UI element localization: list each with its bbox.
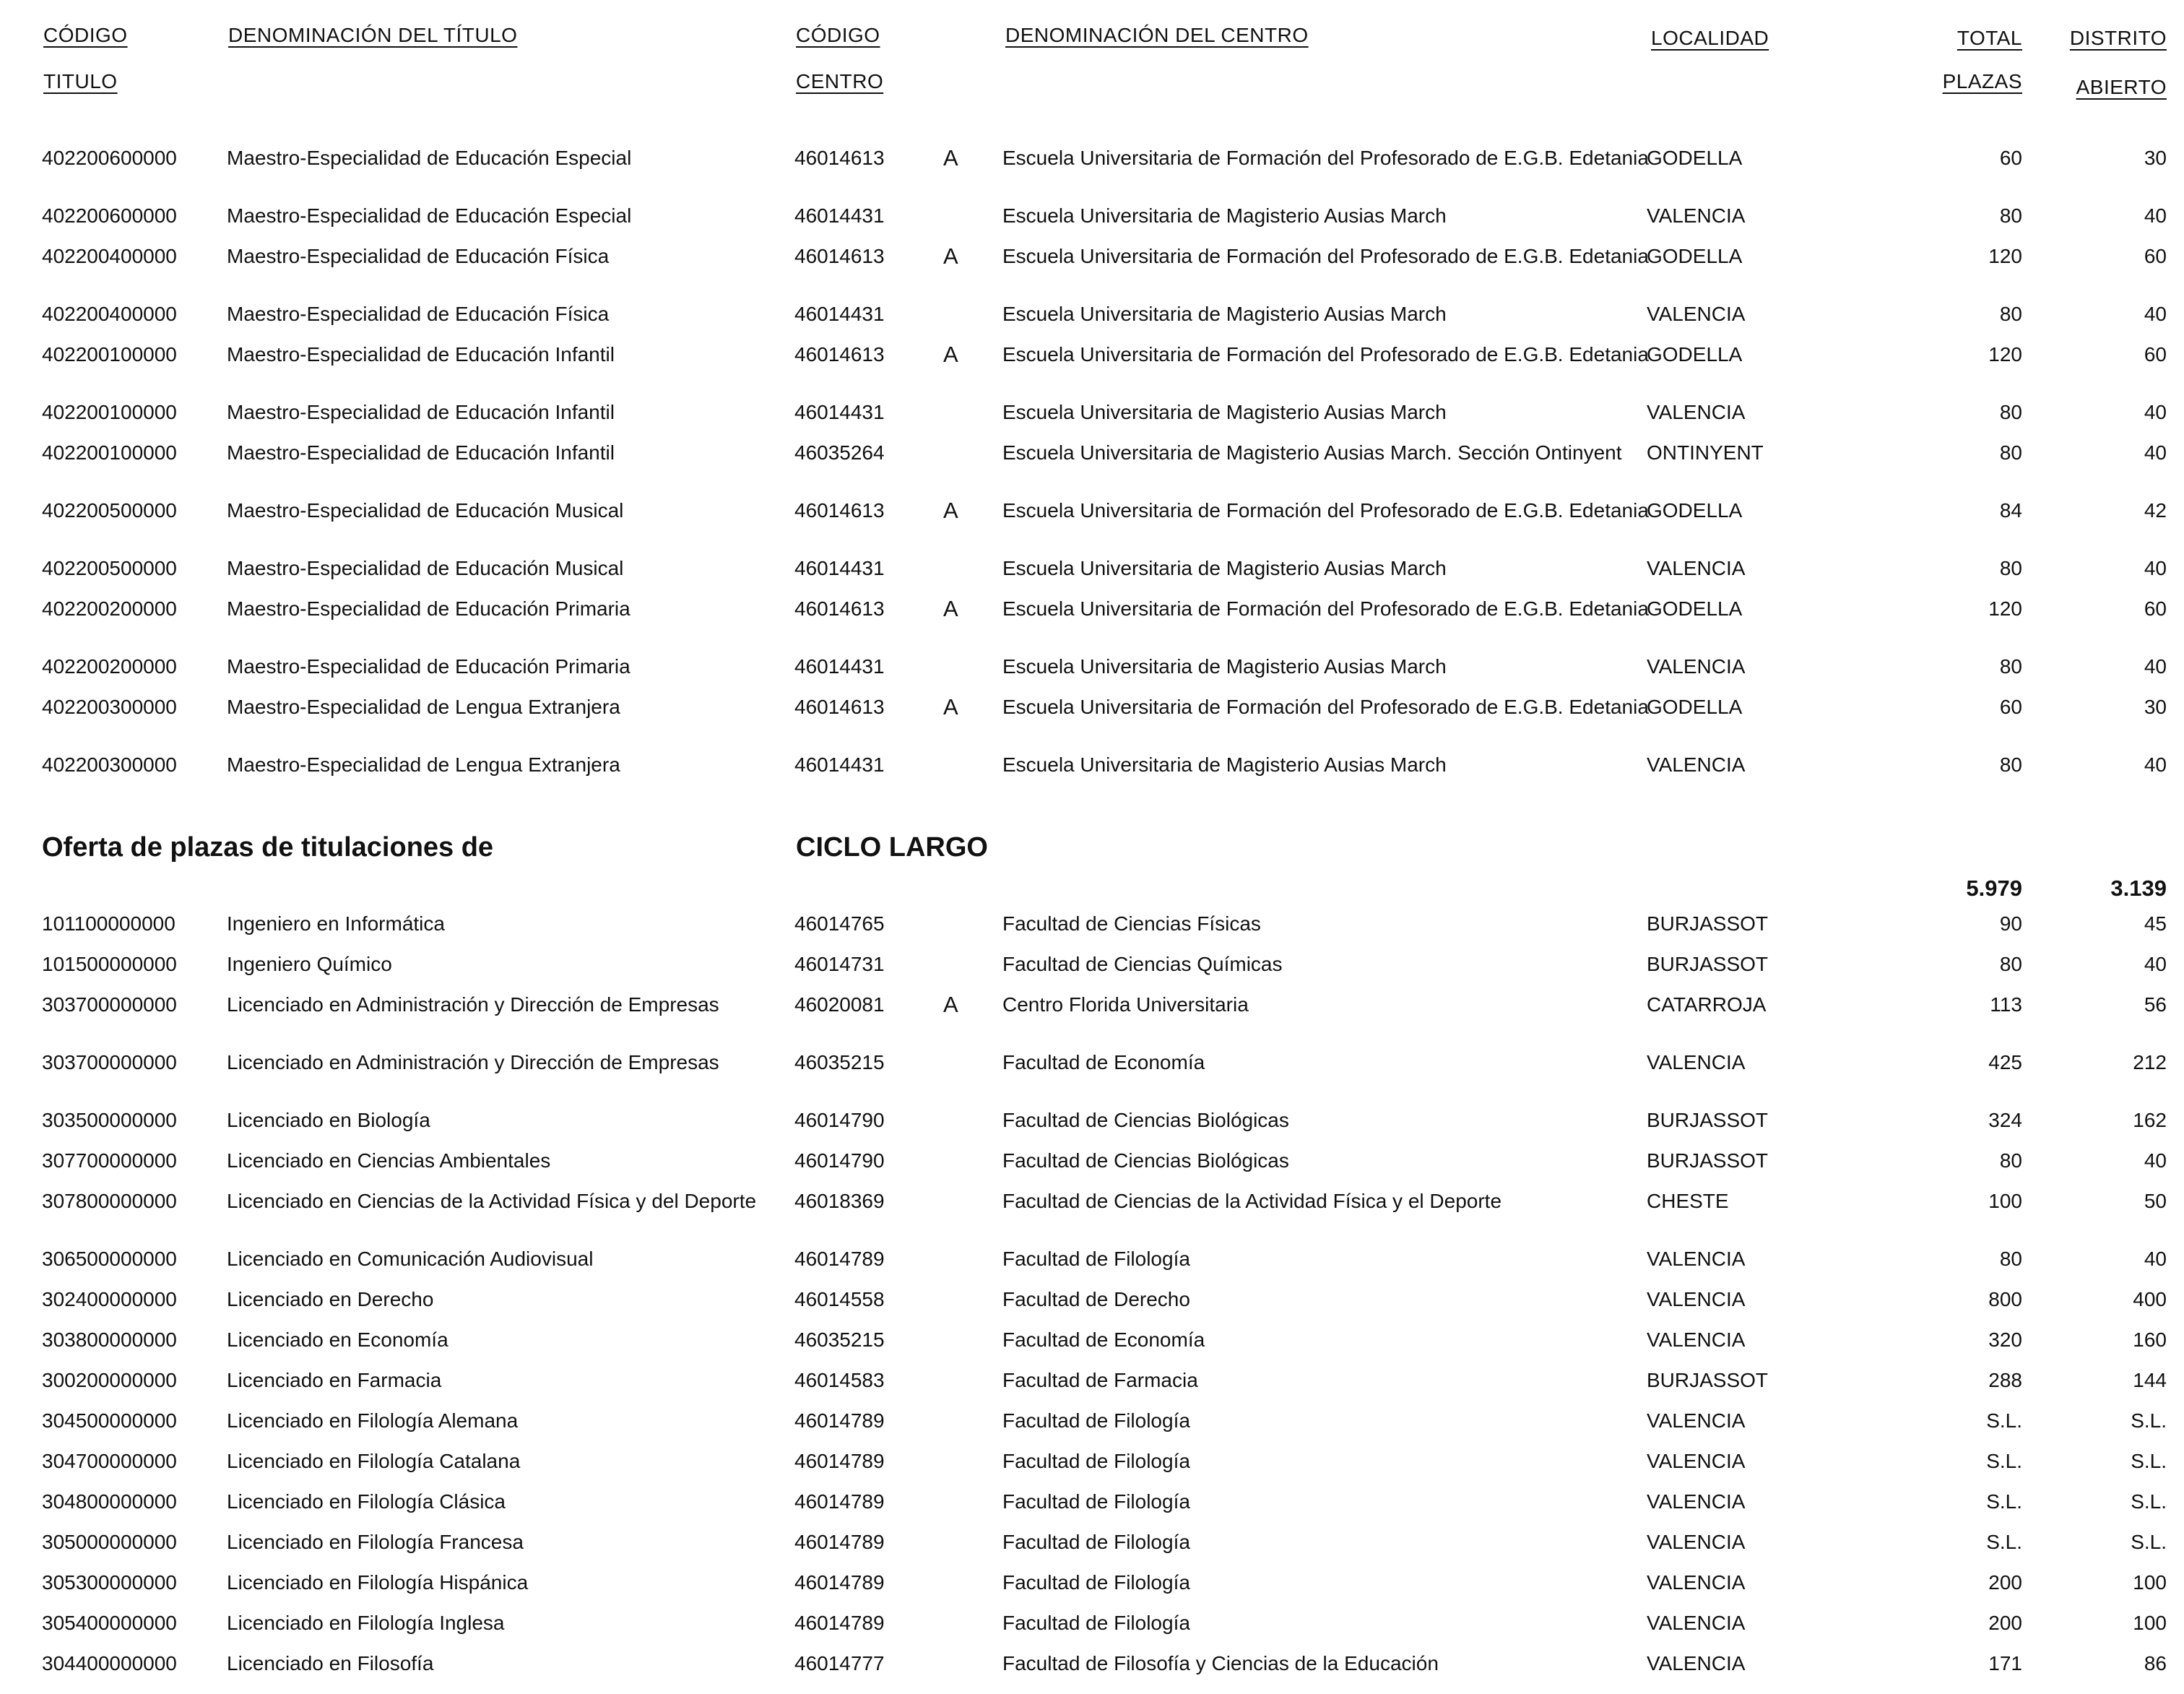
distrito-abierto-cell: 100 — [2133, 1571, 2167, 1594]
titulo-cell: Maestro-Especialidad de Lengua Extranjera — [227, 753, 620, 776]
titulo-cell: Maestro-Especialidad de Educación Primaria — [227, 655, 630, 678]
titulo-cell: Licenciado en Economía — [227, 1328, 448, 1351]
localidad-cell: GODELLA — [1647, 696, 1743, 718]
codigo-titulo-cell: 304700000000 — [42, 1450, 177, 1472]
localidad-cell: VALENCIA — [1647, 1051, 1746, 1073]
distrito-abierto-cell: S.L. — [2131, 1450, 2167, 1472]
distrito-abierto-cell: S.L. — [2131, 1490, 2167, 1513]
centro-cell: Escuela Universitaria de Magisterio Ausias March. Sección Ontinyent — [1002, 441, 1622, 464]
total-plazas-cell: 120 — [1988, 597, 2022, 620]
titulo-cell: Licenciado en Filología Catalana — [227, 1450, 521, 1472]
centro-cell: Facultad de Filología — [1002, 1612, 1190, 1634]
codigo-titulo-cell: 303700000000 — [42, 1051, 177, 1073]
section-title-left: Oferta de plazas de titulaciones de — [42, 832, 494, 863]
codigo-centro-cell: 46014777 — [794, 1652, 885, 1674]
codigo-centro-cell: 46014790 — [794, 1149, 885, 1172]
total-plazas-cell: 80 — [1999, 655, 2022, 678]
centro-cell: Facultad de Ciencias Químicas — [1002, 953, 1283, 975]
header-denominacion-titulo: DENOMINACIÓN DEL TÍTULO — [228, 24, 518, 46]
localidad-cell: BURJASSOT — [1647, 1109, 1769, 1131]
codigo-centro-cell: 46018369 — [794, 1190, 885, 1212]
localidad-cell: VALENCIA — [1647, 1571, 1746, 1594]
distrito-abierto-cell: 212 — [2133, 1051, 2167, 1073]
localidad-cell: VALENCIA — [1647, 303, 1746, 325]
localidad-cell: GODELLA — [1647, 597, 1743, 620]
centro-cell: Escuela Universitaria de Magisterio Ausias March — [1002, 557, 1447, 579]
total-plazas-cell: 100 — [1988, 1190, 2022, 1212]
titulo-cell: Licenciado en Filosofía — [227, 1652, 434, 1674]
titulo-cell: Maestro-Especialidad de Educación Infantil — [227, 401, 615, 423]
header-total: TOTAL — [1956, 27, 2022, 49]
centro-cell: Facultad de Ciencias Físicas — [1002, 912, 1261, 935]
total-plazas-cell: 80 — [1999, 303, 2022, 325]
titulo-cell: Licenciado en Derecho — [227, 1288, 434, 1310]
codigo-titulo-cell: 402200200000 — [42, 655, 177, 678]
codigo-centro-cell: 46014431 — [794, 753, 885, 776]
titulo-cell: Licenciado en Filología Inglesa — [227, 1612, 505, 1634]
localidad-cell: VALENCIA — [1647, 655, 1746, 678]
header-denominacion-centro: DENOMINACIÓN DEL CENTRO — [1005, 24, 1309, 46]
codigo-centro-cell: 46014789 — [794, 1409, 885, 1432]
header-plazas: PLAZAS — [1942, 70, 2022, 92]
distrito-abierto-cell: 40 — [2144, 441, 2167, 464]
flag-cell: A — [943, 694, 958, 719]
total-plazas-cell: 288 — [1988, 1369, 2022, 1391]
codigo-centro-cell: 46014765 — [794, 912, 885, 935]
codigo-titulo-cell: 402200300000 — [42, 753, 177, 776]
titulo-cell: Licenciado en Filología Alemana — [227, 1409, 519, 1432]
codigo-titulo-cell: 402200100000 — [42, 441, 177, 464]
codigo-centro-cell: 46014613 — [794, 147, 885, 169]
header-titulo-sub: TITULO — [43, 70, 118, 92]
codigo-centro-cell: 46014789 — [794, 1531, 885, 1553]
centro-cell: Escuela Universitaria de Magisterio Ausias March — [1002, 753, 1447, 776]
codigo-centro-cell: 46014613 — [794, 499, 885, 522]
localidad-cell: VALENCIA — [1647, 1490, 1746, 1513]
flag-cell: A — [943, 498, 958, 523]
localidad-cell: VALENCIA — [1647, 1248, 1746, 1270]
section-title-right: CICLO LARGO — [796, 832, 988, 863]
distrito-abierto-cell: 40 — [2144, 1149, 2167, 1172]
localidad-cell: VALENCIA — [1647, 204, 1746, 227]
codigo-titulo-cell: 402200400000 — [42, 303, 177, 325]
titulo-cell: Maestro-Especialidad de Educación Primaria — [227, 597, 630, 620]
total-plazas-cell: 120 — [1988, 245, 2022, 267]
distrito-abierto-cell: 60 — [2144, 245, 2167, 267]
localidad-cell: VALENCIA — [1647, 557, 1746, 579]
centro-cell: Facultad de Economía — [1002, 1328, 1205, 1351]
codigo-titulo-cell: 302400000000 — [42, 1288, 177, 1310]
distrito-abierto-cell: 400 — [2133, 1288, 2167, 1310]
distrito-abierto-cell: S.L. — [2131, 1531, 2167, 1553]
distrito-abierto-cell: 100 — [2133, 1612, 2167, 1634]
codigo-titulo-cell: 402200500000 — [42, 557, 177, 579]
centro-cell: Facultad de Filología — [1002, 1409, 1190, 1432]
localidad-cell: VALENCIA — [1647, 1652, 1746, 1674]
titulo-cell: Maestro-Especialidad de Educación Física — [227, 303, 610, 325]
total-plazas-cell: 80 — [1999, 953, 2022, 975]
codigo-centro-cell: 46014431 — [794, 303, 885, 325]
codigo-centro-cell: 46014613 — [794, 343, 885, 366]
total-plazas-cell: 425 — [1988, 1051, 2022, 1073]
localidad-cell: GODELLA — [1647, 147, 1743, 169]
total-plazas-cell: 324 — [1988, 1109, 2022, 1131]
distrito-abierto-cell: 42 — [2144, 499, 2167, 522]
codigo-centro-cell: 46014789 — [794, 1450, 885, 1472]
localidad-cell: VALENCIA — [1647, 1612, 1746, 1634]
total-plazas-cell: 80 — [1999, 557, 2022, 579]
distrito-abierto-cell: 40 — [2144, 303, 2167, 325]
codigo-centro-cell: 46014613 — [794, 696, 885, 718]
distrito-abierto-cell: 30 — [2144, 147, 2167, 169]
localidad-cell: VALENCIA — [1647, 1409, 1746, 1432]
header-codigo-titulo: CÓDIGO — [43, 24, 128, 46]
header-centro-sub: CENTRO — [796, 70, 884, 92]
titulo-cell: Licenciado en Biología — [227, 1109, 430, 1131]
centro-cell: Escuela Universitaria de Formación del Profesorado de E.G.B. Edetania — [1002, 343, 1649, 366]
flag-cell: A — [943, 145, 958, 170]
codigo-centro-cell: 46014613 — [794, 597, 885, 620]
centro-cell: Escuela Universitaria de Formación del Profesorado de E.G.B. Edetania — [1002, 245, 1649, 267]
codigo-titulo-cell: 307700000000 — [42, 1149, 177, 1172]
codigo-centro-cell: 46014789 — [794, 1571, 885, 1594]
localidad-cell: BURJASSOT — [1647, 912, 1769, 935]
codigo-titulo-cell: 303700000000 — [42, 993, 177, 1016]
total-plazas-cell: 80 — [1999, 441, 2022, 464]
total-plazas-cell: S.L. — [1986, 1490, 2022, 1513]
distrito-abierto-cell: 60 — [2144, 597, 2167, 620]
localidad-cell: VALENCIA — [1647, 1450, 1746, 1472]
distrito-abierto-cell: 40 — [2144, 557, 2167, 579]
total-plazas-cell: S.L. — [1986, 1409, 2022, 1432]
distrito-abierto-cell: 50 — [2144, 1190, 2167, 1212]
total-plazas-cell: 80 — [1999, 1248, 2022, 1270]
codigo-titulo-cell: 402200600000 — [42, 204, 177, 227]
codigo-titulo-cell: 307800000000 — [42, 1190, 177, 1212]
total-plazas-cell: S.L. — [1986, 1450, 2022, 1472]
localidad-cell: VALENCIA — [1647, 401, 1746, 423]
centro-cell: Facultad de Filología — [1002, 1450, 1190, 1472]
distrito-abierto-cell: 40 — [2144, 1248, 2167, 1270]
centro-cell: Facultad de Filología — [1002, 1490, 1190, 1513]
localidad-cell: VALENCIA — [1647, 1288, 1746, 1310]
localidad-cell: BURJASSOT — [1647, 1369, 1769, 1391]
distrito-abierto-cell: 40 — [2144, 753, 2167, 776]
codigo-titulo-cell: 402200500000 — [42, 499, 177, 522]
total-plazas-cell: S.L. — [1986, 1531, 2022, 1553]
titulo-cell: Maestro-Especialidad de Educación Especial — [227, 147, 632, 169]
codigo-centro-cell: 46035215 — [794, 1051, 885, 1073]
header-codigo-centro: CÓDIGO — [796, 24, 880, 46]
distrito-abierto-cell: 86 — [2144, 1652, 2167, 1674]
localidad-cell: CHESTE — [1647, 1190, 1729, 1212]
codigo-titulo-cell: 304400000000 — [42, 1652, 177, 1674]
centro-cell: Facultad de Ciencias de la Actividad Física y el Deporte — [1002, 1190, 1502, 1212]
section-total-distrito: 3.139 — [2110, 876, 2167, 901]
codigo-centro-cell: 46035215 — [794, 1328, 885, 1351]
codigo-centro-cell: 46014431 — [794, 557, 885, 579]
titulo-cell: Ingeniero en Informática — [227, 912, 445, 935]
flag-cell: A — [943, 596, 958, 621]
centro-cell: Escuela Universitaria de Magisterio Ausias March — [1002, 303, 1447, 325]
distrito-abierto-cell: 40 — [2144, 401, 2167, 423]
distrito-abierto-cell: 144 — [2133, 1369, 2167, 1391]
localidad-cell: ONTINYENT — [1647, 441, 1764, 464]
codigo-titulo-cell: 304500000000 — [42, 1409, 177, 1432]
titulo-cell: Licenciado en Filología Clásica — [227, 1490, 506, 1513]
flag-cell: A — [943, 992, 958, 1017]
codigo-centro-cell: 46014431 — [794, 401, 885, 423]
codigo-titulo-cell: 402200100000 — [42, 401, 177, 423]
flag-cell: A — [943, 243, 958, 269]
total-plazas-cell: 320 — [1988, 1328, 2022, 1351]
total-plazas-cell: 60 — [1999, 696, 2022, 718]
titulo-cell: Licenciado en Administración y Dirección de Empresas — [227, 1051, 719, 1073]
total-plazas-cell: 120 — [1988, 343, 2022, 366]
centro-cell: Facultad de Filología — [1002, 1248, 1190, 1270]
titulo-cell: Maestro-Especialidad de Educación Infantil — [227, 441, 615, 464]
codigo-centro-cell: 46014789 — [794, 1490, 885, 1513]
codigo-titulo-cell: 306500000000 — [42, 1248, 177, 1270]
codigo-titulo-cell: 305300000000 — [42, 1571, 177, 1594]
titulo-cell: Maestro-Especialidad de Educación Infantil — [227, 343, 615, 366]
distrito-abierto-cell: 160 — [2133, 1328, 2167, 1351]
titulo-cell: Licenciado en Ciencias de la Actividad Física y del Deporte — [227, 1190, 757, 1212]
localidad-cell: VALENCIA — [1647, 1531, 1746, 1553]
localidad-cell: GODELLA — [1647, 245, 1743, 267]
codigo-titulo-cell: 402200600000 — [42, 147, 177, 169]
total-plazas-cell: 80 — [1999, 1149, 2022, 1172]
total-plazas-cell: 171 — [1988, 1652, 2022, 1674]
centro-cell: Facultad de Farmacia — [1002, 1369, 1198, 1391]
localidad-cell: VALENCIA — [1647, 753, 1746, 776]
total-plazas-cell: 60 — [1999, 147, 2022, 169]
distrito-abierto-cell: 30 — [2144, 696, 2167, 718]
codigo-centro-cell: 46014613 — [794, 245, 885, 267]
titulo-cell: Licenciado en Filología Francesa — [227, 1531, 524, 1553]
distrito-abierto-cell: 40 — [2144, 655, 2167, 678]
centro-cell: Facultad de Derecho — [1002, 1288, 1190, 1310]
titulo-cell: Maestro-Especialidad de Educación Musical — [227, 499, 624, 522]
localidad-cell: GODELLA — [1647, 343, 1743, 366]
localidad-cell: BURJASSOT — [1647, 953, 1769, 975]
distrito-abierto-cell: 45 — [2144, 912, 2167, 935]
titulo-cell: Ingeniero Químico — [227, 953, 392, 975]
titulo-cell: Licenciado en Ciencias Ambientales — [227, 1149, 551, 1172]
codigo-centro-cell: 46014731 — [794, 953, 885, 975]
localidad-cell: BURJASSOT — [1647, 1149, 1769, 1172]
header-distrito: DISTRITO — [2069, 27, 2167, 49]
codigo-centro-cell: 46014789 — [794, 1248, 885, 1270]
localidad-cell: GODELLA — [1647, 499, 1743, 522]
centro-cell: Facultad de Filología — [1002, 1531, 1190, 1553]
titulo-cell: Maestro-Especialidad de Lengua Extranjera — [227, 696, 620, 718]
centro-cell: Centro Florida Universitaria — [1002, 993, 1249, 1016]
centro-cell: Facultad de Economía — [1002, 1051, 1205, 1073]
titulo-cell: Maestro-Especialidad de Educación Especial — [227, 204, 632, 227]
total-plazas-cell: 80 — [1999, 204, 2022, 227]
titulo-cell: Licenciado en Administración y Dirección de Empresas — [227, 993, 719, 1016]
distrito-abierto-cell: S.L. — [2131, 1409, 2167, 1432]
codigo-titulo-cell: 300200000000 — [42, 1369, 177, 1391]
centro-cell: Facultad de Ciencias Biológicas — [1002, 1149, 1289, 1172]
distrito-abierto-cell: 40 — [2144, 204, 2167, 227]
section-total-plazas: 5.979 — [1966, 876, 2022, 901]
total-plazas-cell: 84 — [1999, 499, 2022, 522]
centro-cell: Escuela Universitaria de Magisterio Ausias March — [1002, 655, 1447, 678]
total-plazas-cell: 200 — [1988, 1571, 2022, 1594]
codigo-centro-cell: 46020081 — [794, 993, 885, 1016]
codigo-centro-cell: 46014431 — [794, 655, 885, 678]
titulo-cell: Maestro-Especialidad de Educación Musical — [227, 557, 624, 579]
centro-cell: Facultad de Ciencias Biológicas — [1002, 1109, 1289, 1131]
flag-cell: A — [943, 342, 958, 367]
total-plazas-cell: 200 — [1988, 1612, 2022, 1634]
header-localidad: LOCALIDAD — [1651, 27, 1769, 49]
titulo-cell: Licenciado en Comunicación Audiovisual — [227, 1248, 594, 1270]
codigo-centro-cell: 46014558 — [794, 1288, 885, 1310]
codigo-centro-cell: 46014789 — [794, 1612, 885, 1634]
centro-cell: Escuela Universitaria de Formación del Profesorado de E.G.B. Edetania — [1002, 597, 1649, 620]
codigo-titulo-cell: 402200400000 — [42, 245, 177, 267]
titulo-cell: Licenciado en Farmacia — [227, 1369, 442, 1391]
codigo-titulo-cell: 304800000000 — [42, 1490, 177, 1513]
distrito-abierto-cell: 60 — [2144, 343, 2167, 366]
centro-cell: Facultad de Filología — [1002, 1571, 1190, 1594]
total-plazas-cell: 800 — [1988, 1288, 2022, 1310]
titulo-cell: Maestro-Especialidad de Educación Física — [227, 245, 610, 267]
total-plazas-cell: 90 — [1999, 912, 2022, 935]
codigo-titulo-cell: 402200300000 — [42, 696, 177, 718]
codigo-centro-cell: 46014790 — [794, 1109, 885, 1131]
codigo-centro-cell: 46014431 — [794, 204, 885, 227]
codigo-titulo-cell: 305400000000 — [42, 1612, 177, 1634]
codigo-titulo-cell: 101100000000 — [42, 912, 176, 935]
total-plazas-cell: 113 — [1990, 993, 2022, 1016]
header-abierto: ABIERTO — [2076, 76, 2167, 98]
centro-cell: Escuela Universitaria de Magisterio Ausias March — [1002, 401, 1447, 423]
codigo-titulo-cell: 101500000000 — [42, 953, 177, 975]
titulo-cell: Licenciado en Filología Hispánica — [227, 1571, 529, 1594]
centro-cell: Escuela Universitaria de Formación del Profesorado de E.G.B. Edetania — [1002, 696, 1649, 718]
codigo-titulo-cell: 303800000000 — [42, 1328, 177, 1351]
centro-cell: Escuela Universitaria de Magisterio Ausias March — [1002, 204, 1447, 227]
codigo-centro-cell: 46014583 — [794, 1369, 885, 1391]
localidad-cell: CATARROJA — [1647, 993, 1767, 1016]
centro-cell: Escuela Universitaria de Formación del Profesorado de E.G.B. Edetania — [1002, 499, 1649, 522]
distrito-abierto-cell: 162 — [2133, 1109, 2167, 1131]
localidad-cell: VALENCIA — [1647, 1328, 1746, 1351]
distrito-abierto-cell: 40 — [2144, 953, 2167, 975]
distrito-abierto-cell: 56 — [2144, 993, 2167, 1016]
codigo-centro-cell: 46035264 — [794, 441, 885, 464]
codigo-titulo-cell: 402200100000 — [42, 343, 177, 366]
total-plazas-cell: 80 — [1999, 753, 2022, 776]
codigo-titulo-cell: 402200200000 — [42, 597, 177, 620]
centro-cell: Facultad de Filosofía y Ciencias de la Educación — [1002, 1652, 1439, 1674]
codigo-titulo-cell: 305000000000 — [42, 1531, 177, 1553]
codigo-titulo-cell: 303500000000 — [42, 1109, 177, 1131]
centro-cell: Escuela Universitaria de Formación del Profesorado de E.G.B. Edetania — [1002, 147, 1649, 169]
total-plazas-cell: 80 — [1999, 401, 2022, 423]
